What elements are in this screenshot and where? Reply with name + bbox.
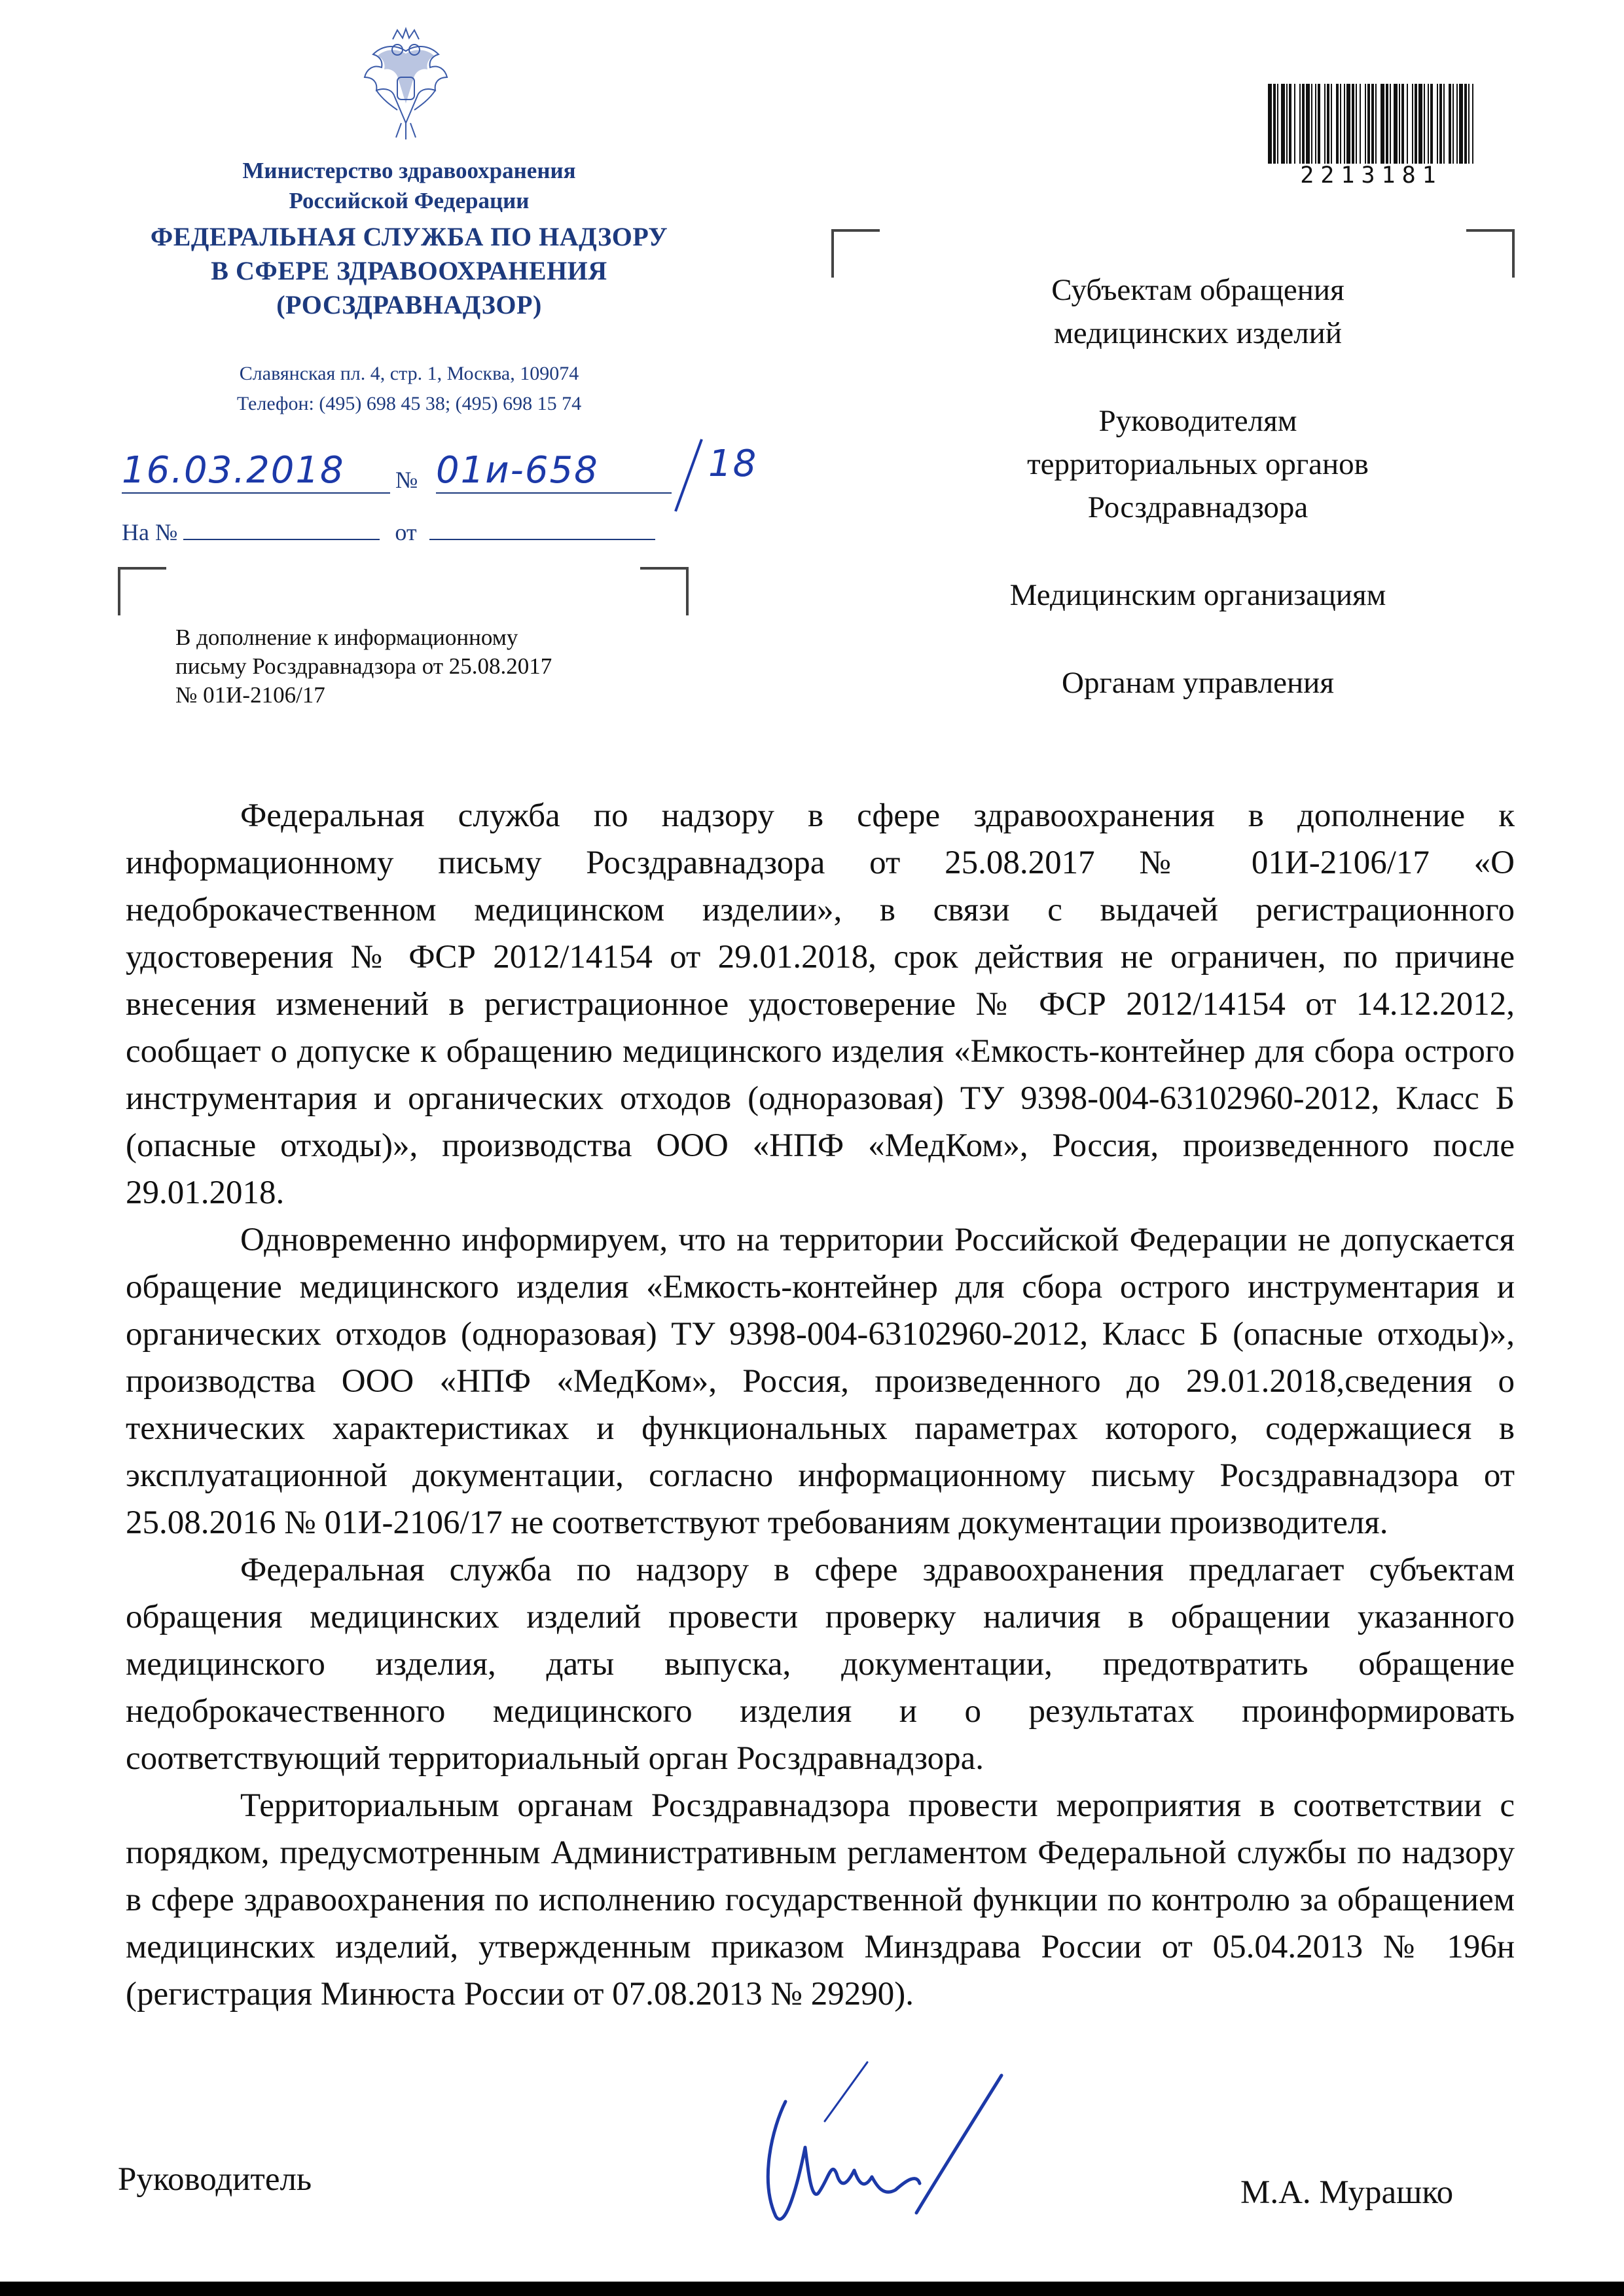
barcode-bar xyxy=(1331,84,1332,164)
barcode-bars xyxy=(1267,84,1476,164)
reference-line-2: письму Росздравнадзора от 25.08.2017 xyxy=(175,653,552,679)
barcode-bar xyxy=(1315,84,1316,164)
service-name xyxy=(85,220,733,322)
body-paragraph-1: Федеральная служба по надзору в сфере здравоохранения в дополнение к информационному письму Росздравнадзора от 25.08.2017 № 01И-2106/17 «О недоброкачественном медицинском изделии», в связи с выдачей регистрационного удостоверения № ФСР 2012/14154 от 29.01.2018, срок действия не ограничен, по причине внесения изменений в регистрационное удостоверение № ФСР 2012/14154 от 14.12.2012, сообщает о допуске к обращению медицинского изделия «Емкость-контейнер для сбора острого инструментария и органических отходов (одноразовая) ТУ 9398-004-63102960-2012, Класс Б (опасные отходы)», производства ООО «НПФ «МедКом», Россия, произведенного после 29.01.2018. xyxy=(126,797,1515,1211)
barcode-bar xyxy=(1318,84,1320,164)
barcode-bar xyxy=(1375,84,1377,164)
barcode-bar xyxy=(1428,84,1429,164)
barcode-bar xyxy=(1443,84,1445,164)
corner-mark-addressee-left xyxy=(831,229,880,278)
barcode-bar xyxy=(1399,84,1400,164)
body-paragraph-4: Территориальным органам Росздравнадзора провести мероприятия в соответствии с порядком, предусмотренным Административным регламентом Федеральной службы по надзору в сфере здравоохранения по исполнению государственной функции по контролю за обращением медицинских изделий, утвержденным приказом Минздрава России от 05.04.2013 № 196н (регистрация Минюста России от 07.08.2013 № 29290). xyxy=(126,1787,1515,2013)
barcode-bar xyxy=(1424,84,1425,164)
reference-block xyxy=(175,623,673,710)
barcode-bar xyxy=(1386,84,1388,164)
barcode-bar xyxy=(1324,84,1326,164)
barcode-bar xyxy=(1365,84,1366,164)
corner-mark-top-left xyxy=(118,567,166,615)
incoming-reference-line xyxy=(122,519,655,546)
ot-blank xyxy=(429,519,655,540)
signatory-title: Руководитель xyxy=(118,2161,312,2198)
barcode-bar xyxy=(1327,84,1329,164)
scan-bottom-edge xyxy=(0,2282,1624,2296)
barcode-bar xyxy=(1401,84,1404,164)
corner-mark-top-right xyxy=(640,567,689,615)
barcode-bar xyxy=(1371,84,1374,164)
barcode-bar xyxy=(1356,84,1357,164)
barcode-bar xyxy=(1407,84,1408,164)
ministry-name xyxy=(118,156,700,216)
barcode-bar xyxy=(1390,84,1391,164)
barcode-bar xyxy=(1464,84,1467,164)
barcode-bar xyxy=(1360,84,1361,164)
barcode-bar xyxy=(1437,84,1438,164)
registration-number-suffix xyxy=(689,443,758,485)
addressee-3: Медицинским организациям xyxy=(1009,578,1386,612)
barcode-bar xyxy=(1456,84,1458,164)
barcode-bar xyxy=(1472,84,1473,164)
barcode-bar xyxy=(1302,84,1305,164)
barcode-bar xyxy=(1336,84,1339,164)
service-address xyxy=(118,359,700,419)
barcode-bar xyxy=(1311,84,1312,164)
na-label: На № xyxy=(122,519,178,545)
addressee-2: Руководителям территориальных органов Росздравнадзора xyxy=(1027,404,1369,524)
registration-date xyxy=(122,449,390,494)
barcode-bar xyxy=(1367,84,1370,164)
barcode-bar xyxy=(1468,84,1470,164)
barcode-bar xyxy=(1281,84,1285,164)
reference-line-3: № 01И-2106/17 xyxy=(175,682,325,708)
addressees-block xyxy=(916,268,1479,749)
reference-line-1: В дополнение к информационному xyxy=(175,625,518,650)
registration-number-value: 01и-658 xyxy=(436,449,599,492)
barcode-bar xyxy=(1394,84,1398,164)
handwritten-signature xyxy=(720,2049,1021,2239)
barcode-bar xyxy=(1289,84,1291,164)
addressee-4: Органам управления xyxy=(1062,666,1334,700)
ministry-line-2: Российской Федерации xyxy=(289,188,530,213)
registration-date-value: 16.03.2018 xyxy=(122,449,345,492)
ministry-line-1: Министерство здравоохранения xyxy=(242,158,576,183)
registration-number xyxy=(436,449,672,494)
barcode-number: 2213181 xyxy=(1300,162,1443,189)
barcode-bar xyxy=(1273,84,1276,164)
barcode-bar xyxy=(1380,84,1384,164)
address-line: Славянская пл. 4, стр. 1, Москва, 109074 xyxy=(239,363,579,384)
barcode-bar xyxy=(1418,84,1422,164)
barcode-bar xyxy=(1346,84,1350,164)
barcode-bar xyxy=(1286,84,1288,164)
registration-number-suffix-value: 18 xyxy=(708,443,758,485)
coat-of-arms-emblem xyxy=(357,25,455,143)
barcode-bar xyxy=(1352,84,1354,164)
service-line-2: В СФЕРЕ ЗДРАВООХРАНЕНИЯ xyxy=(211,256,607,285)
barcode-bar xyxy=(1294,84,1295,164)
ot-label: от xyxy=(395,519,417,545)
na-blank xyxy=(183,519,380,540)
service-line-3: (РОСЗДРАВНАДЗОР) xyxy=(276,290,542,319)
barcode-bar xyxy=(1439,84,1442,164)
barcode-bar xyxy=(1415,84,1417,164)
letter-body xyxy=(126,792,1515,2018)
barcode-bar xyxy=(1430,84,1433,164)
body-paragraph-3: Федеральная служба по надзору в сфере здравоохранения предлагает субъектам обращения медицинских изделий провести проверку наличия в обращении указанного медицинского изделия, даты выпуска, документации, предотвратить обращение недоброкачественного медицинского изделия и о результатах проинформировать соответствующий территориальный орган Росздравнадзора. xyxy=(126,1552,1515,1777)
barcode-bar xyxy=(1268,84,1272,164)
number-sign: № xyxy=(395,467,418,493)
body-paragraph-2: Одновременно информируем, что на территории Российской Федерации не допускается обращение медицинского изделия «Емкость-контейнер для сбора острого инструментария и органических отходов (одноразовая) ТУ 9398-004-63102960-2012, Класс Б (опасные отходы)», производства ООО «НПФ «МедКом», Россия, произведенного до 29.01.2018,сведения о технических характеристиках и функциональных параметрах которого, содержащиеся в эксплуатационной документации, согласно информационному письму Росздравнадзора от 25.08.2016 № 01И-2106/17 не соответствуют требованиям документации производителя. xyxy=(126,1222,1515,1541)
barcode-bar xyxy=(1449,84,1451,164)
phone-line: Телефон: (495) 698 45 38; (495) 698 15 74 xyxy=(236,393,582,414)
barcode-bar xyxy=(1340,84,1341,164)
barcode-bar xyxy=(1459,84,1463,164)
service-line-1: ФЕДЕРАЛЬНАЯ СЛУЖБА ПО НАДЗОРУ xyxy=(150,222,668,251)
barcode-bar xyxy=(1299,84,1301,164)
addressee-1: Субъектам обращения медицинских изделий xyxy=(1051,273,1344,350)
barcode xyxy=(1267,84,1476,164)
barcode-bar xyxy=(1277,84,1278,164)
barcode-bar xyxy=(1306,84,1310,164)
barcode-bar xyxy=(1453,84,1454,164)
signatory-name: М.А. Мурашко xyxy=(1240,2174,1454,2211)
barcode-bar xyxy=(1344,84,1345,164)
barcode-bar xyxy=(1412,84,1413,164)
